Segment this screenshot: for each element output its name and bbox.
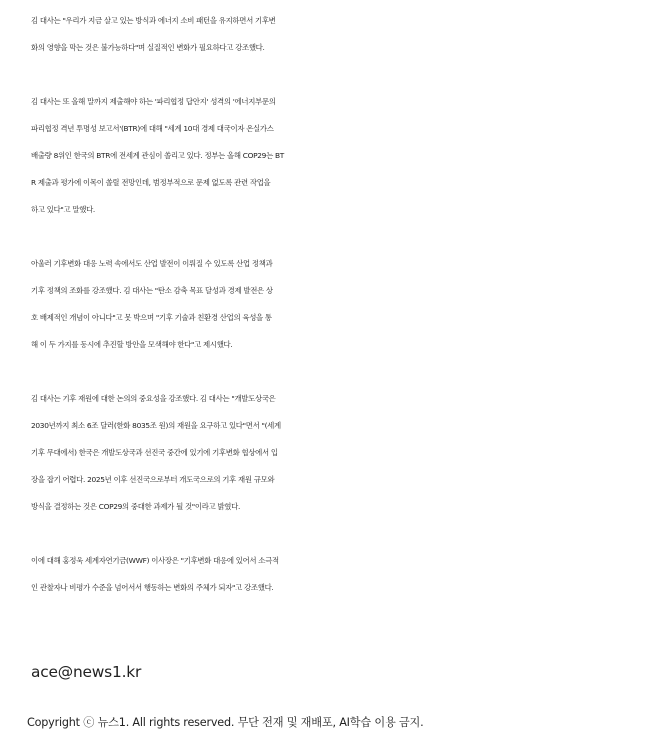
paragraph-line: 화의 영향을 막는 것은 불가능하다"며 실질적인 변화가 필요하다고 강조했다. [31,43,265,52]
paragraph-line: 장을 잡기 어렵다. 2025년 이후 선진국으로부터 개도국으로의 기후 재원 규모와 [31,475,275,484]
paragraph-line: 기후 무대에서) 한국은 개발도상국과 선진국 중간에 있기에 기후변화 협상에서 입 [31,448,278,457]
paragraph-line: 2030년까지 최소 6조 달러(한화 8035조 원)의 재원을 요구하고 있다"면서 "(세계 [31,421,281,430]
reporter-email: ace@news1.kr [31,663,142,681]
article-paragraph [31,88,661,223]
article-paragraph [31,547,661,601]
paragraph-line: 방식을 결정하는 것은 COP29의 중대한 과제가 될 것"이라고 밝혔다. [31,502,241,511]
article-paragraph [31,385,661,520]
paragraph-line: 김 대사는 기후 재원에 대한 논의의 중요성을 강조했다. 김 대사는 "개발도상국은 [31,394,276,403]
paragraph-line: 호 배제적인 개념이 아니다"고 못 박으며 "기후 기술과 친환경 산업의 육성을 통 [31,313,272,322]
article-paragraph [31,250,661,358]
paragraph-line: 해 이 두 가지를 동시에 추진할 방안을 모색해야 한다"고 제시했다. [31,340,233,349]
paragraph-line: 배출량 8위인 한국의 BTR에 전세계 관심이 쏠리고 있다. 정부는 올해 COP29는 BT [31,151,284,160]
paragraph-line: 인 관찰자나 비평가 수준을 넘어서서 행동하는 변화의 주체가 되자"고 강조했다. [31,583,274,592]
paragraph-line: 아울러 기후변화 대응 노력 속에서도 산업 발전이 이뤄질 수 있도록 산업 정책과 [31,259,273,268]
paragraph-line: 김 대사는 또 올해 말까지 제출해야 하는 '파리협정 답안지' 성격의 '에너지부문의 [31,97,276,106]
paragraph-line: 파리협정 격년 투명성 보고서'(BTR)에 대해 "세계 10대 경제 대국이자 온실가스 [31,124,274,133]
paragraph-line: 하고 있다"고 말했다. [31,205,95,214]
paragraph-line: 기후 정책의 조화를 강조했다. 김 대사는 "탄소 감축 목표 달성과 경제 발전은 상 [31,286,273,295]
paragraph-line: R 제출과 평가에 이목이 쏠릴 전망인데, 범정부적으로 문제 없도록 관련 작업을 [31,178,271,187]
article-paragraph [31,7,661,61]
article-body [31,7,661,628]
paragraph-line: 이에 대해 홍정욱 세계자연기금(WWF) 이사장은 "기후변화 대응에 있어서 소극적 [31,556,279,565]
paragraph-line: 김 대사는 "우리가 지금 살고 있는 방식과 에너지 소비 패턴을 유지하면서 기후변 [31,16,276,25]
copyright-notice: Copyright ⓒ 뉴스1. All rights reserved. 무단 전재 및 재배포, AI학습 이용 금지. [27,716,424,729]
